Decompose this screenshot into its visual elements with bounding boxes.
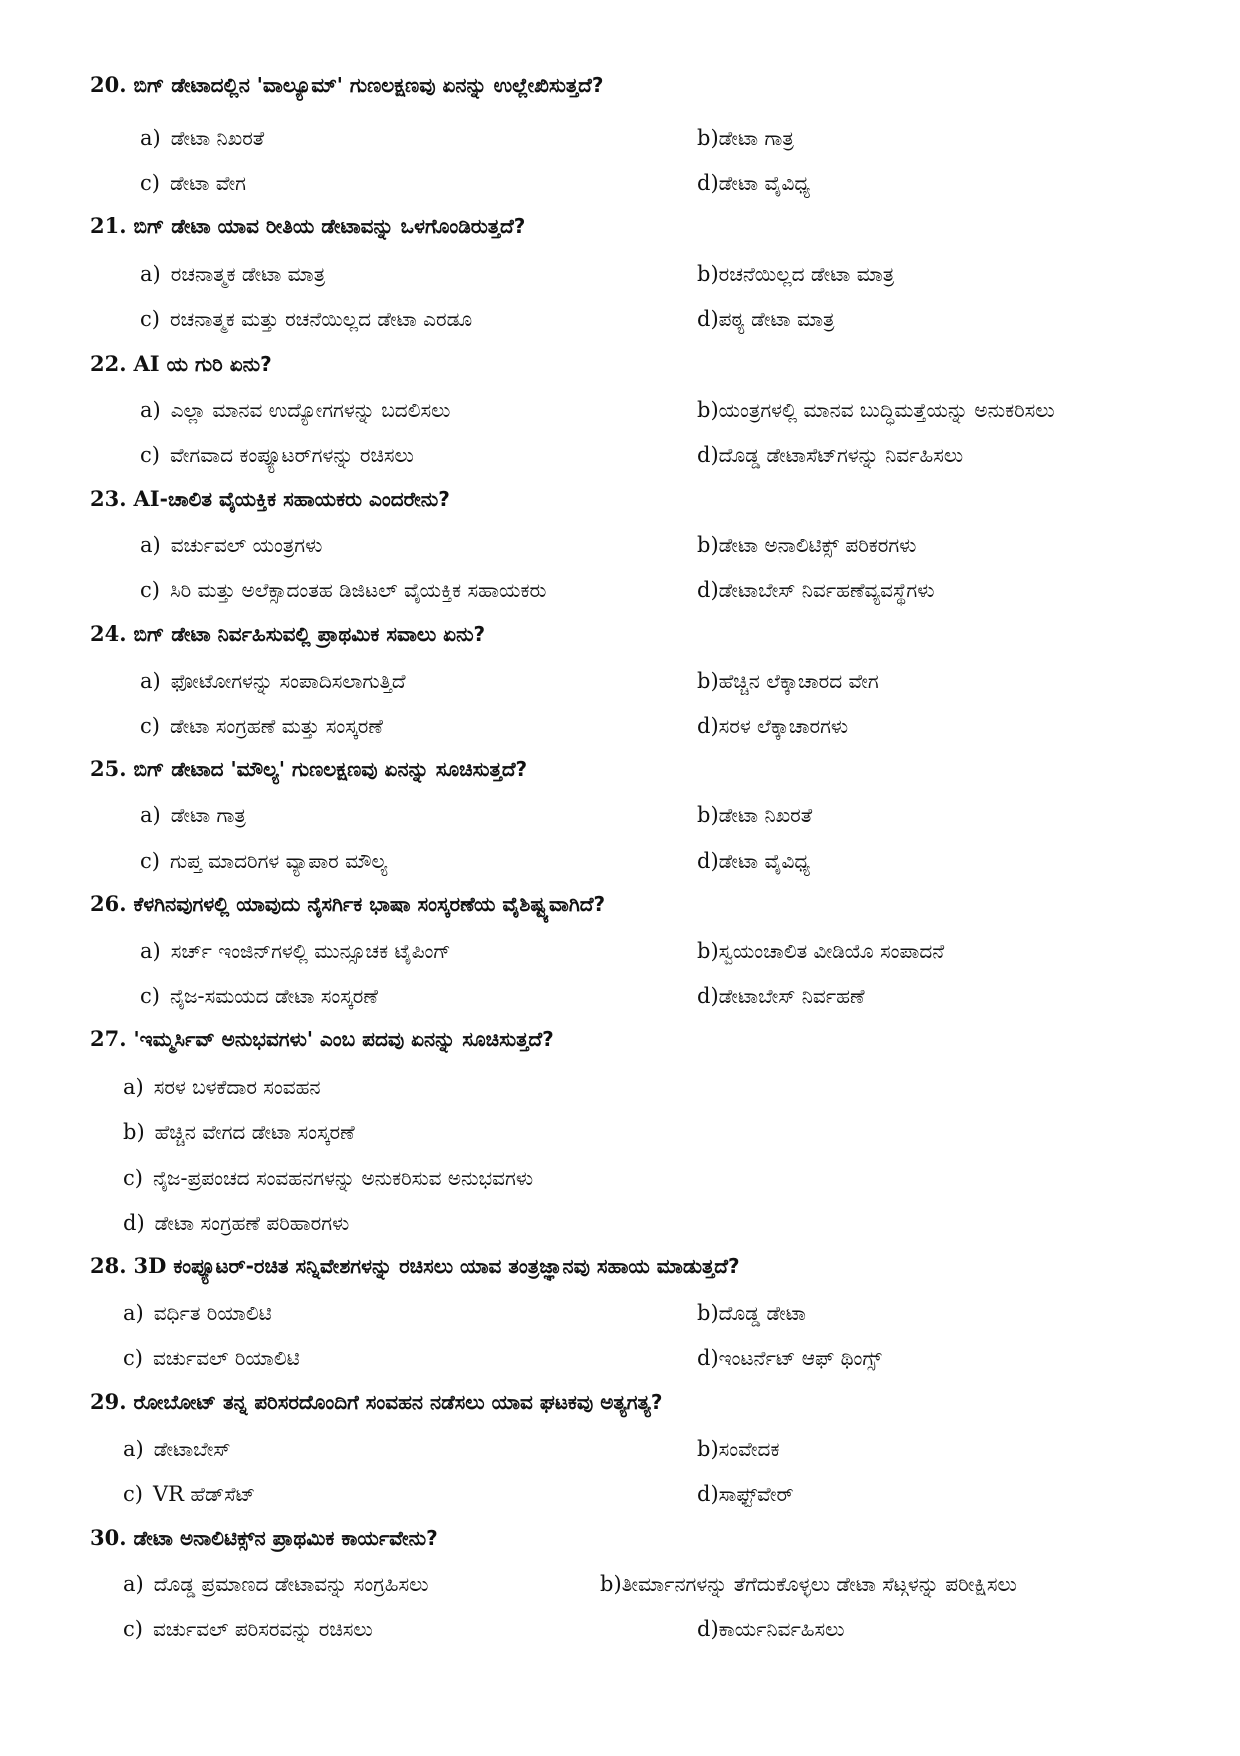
option-26-c: [140, 980, 378, 1012]
option-text: ತೀರ್ಮಾನಗಳನ್ನು ತೆಗೆದುಕೊಳ್ಳಲು ಡೇಟಾ ಸೆಟ್ಗಳನ್ನು ಪರೀಕ್ಷಿಸಲು: [621, 1572, 1017, 1596]
option-text: ಎಲ್ಲಾ ಮಾನವ ಉದ್ಯೋಗಗಳನ್ನು ಬದಲಿಸಲು: [170, 398, 451, 422]
option-text: ವರ್ಚುವಲ್ ರಿಯಾಲಿಟಿ: [152, 1346, 300, 1370]
option-text: ಸರ್ಚ್ ಇಂಜಿನ್‌ಗಳಲ್ಲಿ ಮುನ್ಸೂಚಕ ಟೈಪಿಂಗ್: [170, 939, 451, 963]
option-23-a: [140, 529, 322, 561]
option-text: ದೊಡ್ಡ ಪ್ರಮಾಣದ ಡೇಟಾವನ್ನು ಸಂಗ್ರಹಿಸಲು: [153, 1572, 429, 1596]
option-key: a): [140, 803, 161, 827]
option-27-d: [123, 1207, 349, 1239]
question-number: 29.: [90, 1389, 127, 1414]
option-key: c): [140, 171, 160, 195]
option-text: ವರ್ಧಿತ ರಿಯಾಲಿಟಿ: [153, 1301, 272, 1325]
option-26-a: [140, 935, 451, 967]
option-key: d): [697, 1482, 719, 1506]
option-20-a: [140, 122, 264, 154]
option-text: ಡೇಟಾಬೇಸ್: [153, 1437, 231, 1461]
option-28-c: [123, 1342, 300, 1374]
option-24-a: [140, 665, 406, 697]
option-30-c: [123, 1613, 373, 1645]
question-text: ಡೇಟಾ ಅನಾಲಿಟಿಕ್ಸ್‌ನ ಪ್ರಾಥಮಿಕ ಕಾರ್ಯವೇನು?: [133, 1526, 438, 1550]
option-key: d): [697, 578, 719, 602]
option-text: ಫೋಟೋಗಳನ್ನು ಸಂಪಾದಿಸಲಾಗುತ್ತಿದೆ: [170, 669, 406, 693]
option-text: ನೈಜ-ಸಮಯದ ಡೇಟಾ ಸಂಸ್ಕರಣೆ: [169, 984, 378, 1008]
option-23-c: [140, 574, 546, 606]
option-27-a: [123, 1071, 321, 1103]
option-key: c): [123, 1346, 143, 1370]
question-26: [90, 888, 1190, 920]
option-text: ಡೇಟಾ ವೈವಿಧ್ಯ: [718, 171, 811, 195]
option-23-b: [697, 529, 916, 561]
option-text: ವರ್ಚುವಲ್ ಯಂತ್ರಗಳು: [170, 533, 323, 557]
question-number: 26.: [90, 891, 127, 916]
question-24: [90, 618, 1190, 650]
option-key: b): [697, 126, 719, 150]
option-25-d: [697, 845, 810, 877]
option-26-d: [697, 980, 865, 1012]
option-key: a): [123, 1572, 144, 1596]
option-key: c): [140, 849, 160, 873]
option-key: d): [697, 714, 719, 738]
option-29-c: [123, 1478, 255, 1510]
option-24-d: [697, 710, 848, 742]
option-key: b): [123, 1120, 145, 1144]
option-key: a): [140, 126, 161, 150]
question-27: [90, 1023, 1190, 1055]
option-key: b): [697, 1301, 719, 1325]
option-22-c: [140, 439, 414, 471]
option-29-a: [123, 1433, 231, 1465]
option-30-d: [697, 1613, 844, 1645]
option-key: a): [140, 262, 161, 286]
question-text: ಯ ಗುರಿ ಏನು?: [166, 352, 272, 376]
question-text: ಬಿಗ್ ಡೇಟಾದ 'ಮೌಲ್ಯ' ಗುಣಲಕ್ಷಣವು ಏನನ್ನು ಸೂಚಿಸುತ್ತದೆ?: [133, 757, 528, 781]
option-key: a): [140, 669, 161, 693]
option-30-a: [123, 1568, 428, 1600]
option-key: c): [123, 1482, 143, 1506]
option-28-a: [123, 1297, 272, 1329]
option-key: c): [140, 307, 160, 331]
option-text: ಹೆಚ್ಚಿನ ಲೆಕ್ಕಾಚಾರದ ವೇಗ: [718, 669, 879, 693]
option-key: b): [697, 669, 719, 693]
option-text: ಪಠ್ಯ ಡೇಟಾ ಮಾತ್ರ: [718, 307, 835, 331]
option-key: c): [140, 443, 160, 467]
option-key: a): [123, 1075, 144, 1099]
option-22-b: [697, 394, 1055, 426]
option-key: c): [123, 1617, 143, 1641]
option-29-d: [697, 1478, 794, 1510]
option-text: ಡೇಟಾ ಅನಾಲಿಟಿಕ್ಸ್ ಪರಿಕರಗಳು: [718, 533, 917, 557]
option-key: a): [140, 398, 161, 422]
option-key: a): [123, 1301, 144, 1325]
option-key: b): [600, 1572, 622, 1596]
option-25-b: [697, 799, 812, 831]
option-27-b: [123, 1116, 355, 1148]
question-text: ಬಿಗ್ ಡೇಟಾದಲ್ಲಿನ 'ವಾಲ್ಯೂಮ್' ಗುಣಲಕ್ಷಣವು ಏನನ್ನು ಉಲ್ಲೇಖಿಸುತ್ತದೆ?: [133, 73, 604, 97]
question-25: [90, 753, 1190, 785]
option-text: ಸರಳ ಬಳಕೆದಾರ ಸಂವಹನ: [153, 1075, 321, 1099]
option-key: c): [123, 1166, 143, 1190]
option-text: ರಚನೆಯಿಲ್ಲದ ಡೇಟಾ ಮಾತ್ರ: [718, 262, 895, 286]
question-number: 20.: [90, 72, 127, 97]
question-prefix: AI: [133, 486, 160, 511]
question-text: ಬಿಗ್ ಡೇಟಾ ನಿರ್ವಹಿಸುವಲ್ಲಿ ಪ್ರಾಥಮಿಕ ಸವಾಲು ಏನು?: [133, 622, 486, 646]
option-key: c): [140, 984, 160, 1008]
option-text: ಡೇಟಾ ನಿಖರತೆ: [718, 803, 813, 827]
option-key: b): [697, 803, 719, 827]
option-text: ಯಂತ್ರಗಳಲ್ಲಿ ಮಾನವ ಬುದ್ಧಿಮತ್ತೆಯನ್ನು ಅನುಕರಿಸಲು: [718, 398, 1055, 422]
option-text: ಇಂಟರ್ನೆಟ್ ಆಫ್ ಥಿಂಗ್ಸ್: [718, 1346, 882, 1370]
option-text: ಸಂವೇದಕ: [718, 1437, 780, 1461]
option-key: b): [697, 533, 719, 557]
option-key: c): [140, 714, 160, 738]
question-prefix: 3D: [133, 1253, 167, 1278]
option-key: d): [697, 849, 719, 873]
option-key: a): [140, 533, 161, 557]
option-key: d): [123, 1211, 145, 1235]
question-number: 25.: [90, 756, 127, 781]
option-key: d): [697, 984, 719, 1008]
option-text: ರಚನಾತ್ಮಕ ಮತ್ತು ರಚನೆಯಿಲ್ಲದ ಡೇಟಾ ಎರಡೂ: [169, 307, 473, 331]
option-key: a): [123, 1437, 144, 1461]
option-text: ನೈಜ-ಪ್ರಪಂಚದ ಸಂವಹನಗಳನ್ನು ಅನುಕರಿಸುವ ಅನುಭವಗಳು: [152, 1166, 534, 1190]
option-text: ಡೇಟಾ ಸಂಗ್ರಹಣೆ ಪರಿಹಾರಗಳು: [154, 1211, 350, 1235]
option-key: d): [697, 171, 719, 195]
option-text: ದೊಡ್ಡ ಡೇಟಾಸೆಟ್‌ಗಳನ್ನು ನಿರ್ವಹಿಸಲು: [718, 443, 964, 467]
option-28-b: [697, 1297, 806, 1329]
question-21: [90, 210, 1190, 242]
question-prefix: AI: [133, 351, 160, 376]
option-prefix: VR: [152, 1482, 184, 1506]
option-text: ವೇಗವಾದ ಕಂಪ್ಯೂಟರ್‌ಗಳನ್ನು ರಚಿಸಲು: [169, 443, 414, 467]
option-key: d): [697, 1346, 719, 1370]
option-30-b: [600, 1568, 1017, 1600]
option-key: b): [697, 939, 719, 963]
question-29: [90, 1386, 1190, 1418]
option-22-d: [697, 439, 963, 471]
option-25-c: [140, 845, 387, 877]
option-key: c): [140, 578, 160, 602]
question-text: ರೋಬೋಟ್ ತನ್ನ ಪರಿಸರದೊಂದಿಗೆ ಸಂವಹನ ನಡೆಸಲು ಯಾವ ಘಟಕವು ಅತ್ಯಗತ್ಯ?: [133, 1390, 663, 1414]
option-22-a: [140, 394, 450, 426]
question-number: 28.: [90, 1253, 127, 1278]
option-text: ವರ್ಚುವಲ್ ಪರಿಸರವನ್ನು ರಚಿಸಲು: [152, 1617, 373, 1641]
question-text: -ಚಾಲಿತ ವೈಯಕ್ತಿಕ ಸಹಾಯಕರು ಎಂದರೇನು?: [159, 487, 450, 511]
option-text: ದೊಡ್ಡ ಡೇಟಾ: [718, 1301, 806, 1325]
question-text: ಕಂಪ್ಯೂಟರ್-ರಚಿತ ಸನ್ನಿವೇಶಗಳನ್ನು ರಚಿಸಲು ಯಾವ ತಂತ್ರಜ್ಞಾನವು ಸಹಾಯ ಮಾಡುತ್ತದೆ?: [173, 1254, 740, 1278]
option-21-d: [697, 303, 835, 335]
option-text: ಕಾರ್ಯನಿರ್ವಹಿಸಲು: [718, 1617, 845, 1641]
option-key: d): [697, 443, 719, 467]
option-24-b: [697, 665, 879, 697]
option-21-c: [140, 303, 472, 335]
option-26-b: [697, 935, 944, 967]
option-text: ಗುಪ್ತ ಮಾದರಿಗಳ ವ್ಯಾಪಾರ ಮೌಲ್ಯ: [169, 849, 388, 873]
question-text: ಬಿಗ್ ಡೇಟಾ ಯಾವ ರೀತಿಯ ಡೇಟಾವನ್ನು ಒಳಗೊಂಡಿರುತ್ತದೆ?: [133, 214, 526, 238]
question-text: ಕೆಳಗಿನವುಗಳಲ್ಲಿ ಯಾವುದು ನೈಸರ್ಗಿಕ ಭಾಷಾ ಸಂಸ್ಕರಣೆಯ ವೈಶಿಷ್ಟ್ಯವಾಗಿದೆ?: [133, 892, 606, 916]
option-20-b: [697, 122, 794, 154]
option-text: ಡೇಟಾ ವೈವಿಧ್ಯ: [718, 849, 811, 873]
question-20: [90, 69, 1190, 101]
option-20-c: [140, 167, 246, 199]
option-text: ಡೇಟಾ ಸಂಗ್ರಹಣೆ ಮತ್ತು ಸಂಸ್ಕರಣೆ: [169, 714, 383, 738]
option-text: ಡೇಟಾ ವೇಗ: [169, 171, 247, 195]
option-text: ಸ್ವಯಂಚಾಲಿತ ವೀಡಿಯೊ ಸಂಪಾದನೆ: [718, 939, 945, 963]
option-text: ಡೇಟಾಬೇಸ್ ನಿರ್ವಹಣೆವ್ಯವಸ್ಥೆಗಳು: [718, 578, 935, 602]
question-22: [90, 348, 1190, 380]
option-key: b): [697, 262, 719, 286]
question-number: 24.: [90, 621, 127, 646]
option-key: a): [140, 939, 161, 963]
option-23-d: [697, 574, 934, 606]
option-text: ರಚನಾತ್ಮಕ ಡೇಟಾ ಮಾತ್ರ: [170, 262, 326, 286]
option-20-d: [697, 167, 810, 199]
option-text: ಹೆಚ್ಚಿನ ವೇಗದ ಡೇಟಾ ಸಂಸ್ಕರಣೆ: [154, 1120, 355, 1144]
option-25-a: [140, 799, 246, 831]
option-text: ಸರಳ ಲೆಕ್ಕಾಚಾರಗಳು: [718, 714, 849, 738]
option-text: ಸಿರಿ ಮತ್ತು ಅಲೆಕ್ಸಾದಂತಹ ಡಿಜಿಟಲ್ ವೈಯಕ್ತಿಕ ಸಹಾಯಕರು: [169, 578, 547, 602]
question-number: 22.: [90, 351, 127, 376]
option-key: d): [697, 1617, 719, 1641]
option-key: d): [697, 307, 719, 331]
option-key: b): [697, 1437, 719, 1461]
option-27-c: [123, 1162, 533, 1194]
option-21-b: [697, 258, 894, 290]
option-24-c: [140, 710, 383, 742]
option-29-b: [697, 1433, 779, 1465]
option-text: ಸಾಫ್ಟ್‌ವೇರ್: [718, 1482, 794, 1506]
question-number: 27.: [90, 1026, 127, 1051]
question-text: 'ಇಮ್ಮರ್ಸಿವ್ ಅನುಭವಗಳು' ಎಂಬ ಪದವು ಏನನ್ನು ಸೂಚಿಸುತ್ತದೆ?: [133, 1027, 554, 1051]
option-text: ಹೆಡ್‌ಸೆಟ್: [190, 1482, 256, 1506]
option-key: b): [697, 398, 719, 422]
option-28-d: [697, 1342, 882, 1374]
question-number: 30.: [90, 1525, 127, 1550]
question-23: [90, 483, 1190, 515]
option-text: ಡೇಟಾ ಗಾತ್ರ: [718, 126, 794, 150]
option-text: ಡೇಟಾ ನಿಖರತೆ: [170, 126, 265, 150]
question-number: 21.: [90, 213, 127, 238]
option-text: ಡೇಟಾ ಗಾತ್ರ: [170, 803, 246, 827]
question-30: [90, 1522, 1190, 1554]
question-number: 23.: [90, 486, 127, 511]
question-28: [90, 1250, 1190, 1282]
option-text: ಡೇಟಾಬೇಸ್ ನಿರ್ವಹಣೆ: [718, 984, 865, 1008]
option-21-a: [140, 258, 325, 290]
